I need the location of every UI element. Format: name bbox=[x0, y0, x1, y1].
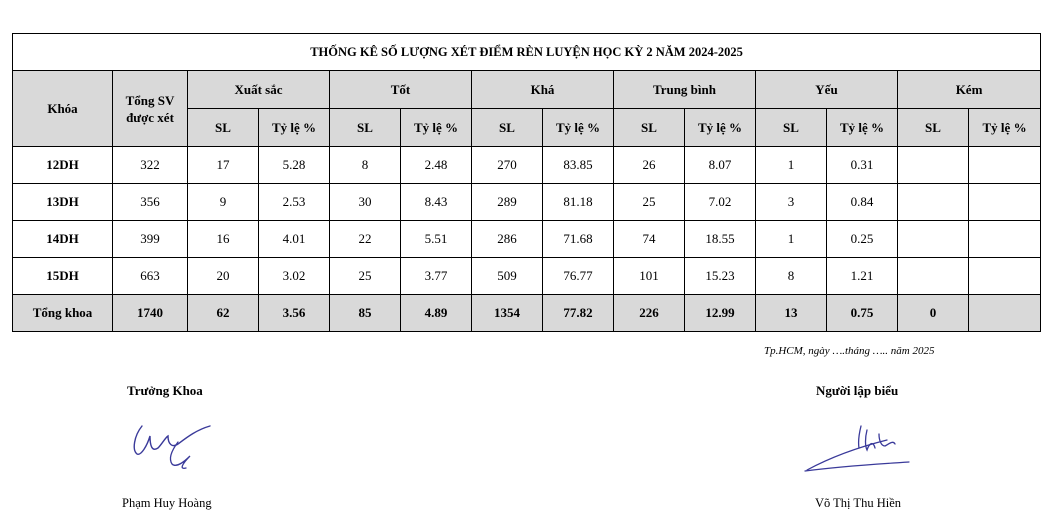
cell-sl bbox=[898, 221, 969, 258]
cell-ty-le: 18.55 bbox=[685, 221, 756, 258]
cell-ty-le: 76.77 bbox=[543, 258, 614, 295]
cell-sl: 1354 bbox=[472, 295, 543, 332]
cell-tong-sv: 399 bbox=[113, 221, 188, 258]
cell-ty-le: 0.25 bbox=[827, 221, 898, 258]
cell-khoa: 13DH bbox=[13, 184, 113, 221]
cell-sl: 1 bbox=[756, 221, 827, 258]
left-signature-image bbox=[128, 418, 218, 473]
header-sl: SL bbox=[898, 109, 969, 147]
header-sl: SL bbox=[614, 109, 685, 147]
report-table bbox=[12, 33, 1041, 332]
cell-sl: 270 bbox=[472, 147, 543, 184]
cell-sl: 101 bbox=[614, 258, 685, 295]
cell-ty-le: 4.01 bbox=[259, 221, 330, 258]
cell-sl: 226 bbox=[614, 295, 685, 332]
cell-sl: 20 bbox=[188, 258, 259, 295]
cell-sl bbox=[898, 184, 969, 221]
header-sl: SL bbox=[756, 109, 827, 147]
cell-ty-le: 1.21 bbox=[827, 258, 898, 295]
cell-ty-le: 8.43 bbox=[401, 184, 472, 221]
header-ty-le: Tỷ lệ % bbox=[401, 109, 472, 147]
header-khoa: Khóa bbox=[13, 71, 113, 147]
header-group-trung-binh: Trung bình bbox=[614, 71, 756, 109]
cell-sl: 26 bbox=[614, 147, 685, 184]
header-tong-sv-line1: Tổng SV bbox=[125, 92, 175, 108]
cell-sl: 0 bbox=[898, 295, 969, 332]
total-row bbox=[13, 295, 1041, 332]
cell-sl: 13 bbox=[756, 295, 827, 332]
cell-ty-le bbox=[969, 221, 1041, 258]
header-sl: SL bbox=[472, 109, 543, 147]
cell-khoa: 15DH bbox=[13, 258, 113, 295]
cell-ty-le: 4.89 bbox=[401, 295, 472, 332]
header-tong-sv-line2: được xét bbox=[126, 109, 174, 125]
cell-ty-le: 0.84 bbox=[827, 184, 898, 221]
header-ty-le: Tỷ lệ % bbox=[827, 109, 898, 147]
cell-ty-le: 2.48 bbox=[401, 147, 472, 184]
cell-ty-le: 71.68 bbox=[543, 221, 614, 258]
cell-sl: 16 bbox=[188, 221, 259, 258]
cell-sl: 25 bbox=[614, 184, 685, 221]
right-signature-image bbox=[803, 420, 913, 475]
cell-khoa: Tổng khoa bbox=[13, 295, 113, 332]
cell-khoa: 12DH bbox=[13, 147, 113, 184]
cell-tong-sv: 663 bbox=[113, 258, 188, 295]
cell-tong-sv: 356 bbox=[113, 184, 188, 221]
cell-ty-le bbox=[969, 147, 1041, 184]
cell-ty-le: 77.82 bbox=[543, 295, 614, 332]
cell-sl: 289 bbox=[472, 184, 543, 221]
header-ty-le: Tỷ lệ % bbox=[259, 109, 330, 147]
header-group-kem: Kém bbox=[898, 71, 1041, 109]
header-group-yeu: Yếu bbox=[756, 71, 898, 109]
cell-sl: 74 bbox=[614, 221, 685, 258]
cell-tong-sv: 322 bbox=[113, 147, 188, 184]
header-group-tot: Tốt bbox=[330, 71, 472, 109]
cell-ty-le: 8.07 bbox=[685, 147, 756, 184]
header-tong-sv bbox=[113, 71, 188, 147]
cell-ty-le: 0.31 bbox=[827, 147, 898, 184]
cell-ty-le: 81.18 bbox=[543, 184, 614, 221]
cell-sl: 286 bbox=[472, 221, 543, 258]
left-signer-title: Trưởng Khoa bbox=[127, 383, 203, 398]
table-row bbox=[13, 221, 1041, 258]
cell-sl: 8 bbox=[756, 258, 827, 295]
table-row bbox=[13, 258, 1041, 295]
header-sl: SL bbox=[330, 109, 401, 147]
cell-ty-le: 12.99 bbox=[685, 295, 756, 332]
cell-sl: 30 bbox=[330, 184, 401, 221]
table-row bbox=[13, 184, 1041, 221]
cell-sl bbox=[898, 147, 969, 184]
cell-ty-le: 3.02 bbox=[259, 258, 330, 295]
cell-ty-le: 83.85 bbox=[543, 147, 614, 184]
header-group-kha: Khá bbox=[472, 71, 614, 109]
cell-sl: 17 bbox=[188, 147, 259, 184]
right-signer-name: Võ Thị Thu Hiền bbox=[815, 496, 901, 510]
table-row bbox=[13, 147, 1041, 184]
cell-ty-le bbox=[969, 258, 1041, 295]
cell-sl: 62 bbox=[188, 295, 259, 332]
cell-sl bbox=[898, 258, 969, 295]
cell-ty-le bbox=[969, 295, 1041, 332]
cell-ty-le: 5.28 bbox=[259, 147, 330, 184]
header-sl: SL bbox=[188, 109, 259, 147]
report-title: THỐNG KÊ SỐ LƯỢNG XÉT ĐIỂM RÈN LUYỆN HỌC KỲ 2 NĂM 2024-2025 bbox=[13, 34, 1041, 71]
cell-ty-le: 3.56 bbox=[259, 295, 330, 332]
header-ty-le: Tỷ lệ % bbox=[543, 109, 614, 147]
date-line: Tp.HCM, ngày ….tháng ….. năm 2025 bbox=[764, 345, 935, 357]
cell-ty-le: 2.53 bbox=[259, 184, 330, 221]
cell-sl: 509 bbox=[472, 258, 543, 295]
right-signer-title: Người lập biểu bbox=[816, 383, 899, 398]
cell-tong-sv: 1740 bbox=[113, 295, 188, 332]
cell-sl: 25 bbox=[330, 258, 401, 295]
cell-ty-le: 3.77 bbox=[401, 258, 472, 295]
header-ty-le: Tỷ lệ % bbox=[969, 109, 1041, 147]
left-signer-name: Phạm Huy Hoàng bbox=[122, 496, 212, 510]
cell-sl: 85 bbox=[330, 295, 401, 332]
header-group-xuat-sac: Xuất sắc bbox=[188, 71, 330, 109]
cell-sl: 9 bbox=[188, 184, 259, 221]
cell-ty-le: 15.23 bbox=[685, 258, 756, 295]
cell-ty-le: 7.02 bbox=[685, 184, 756, 221]
cell-ty-le bbox=[969, 184, 1041, 221]
cell-sl: 8 bbox=[330, 147, 401, 184]
cell-khoa: 14DH bbox=[13, 221, 113, 258]
header-ty-le: Tỷ lệ % bbox=[685, 109, 756, 147]
cell-ty-le: 0.75 bbox=[827, 295, 898, 332]
cell-sl: 3 bbox=[756, 184, 827, 221]
cell-sl: 1 bbox=[756, 147, 827, 184]
cell-ty-le: 5.51 bbox=[401, 221, 472, 258]
cell-sl: 22 bbox=[330, 221, 401, 258]
